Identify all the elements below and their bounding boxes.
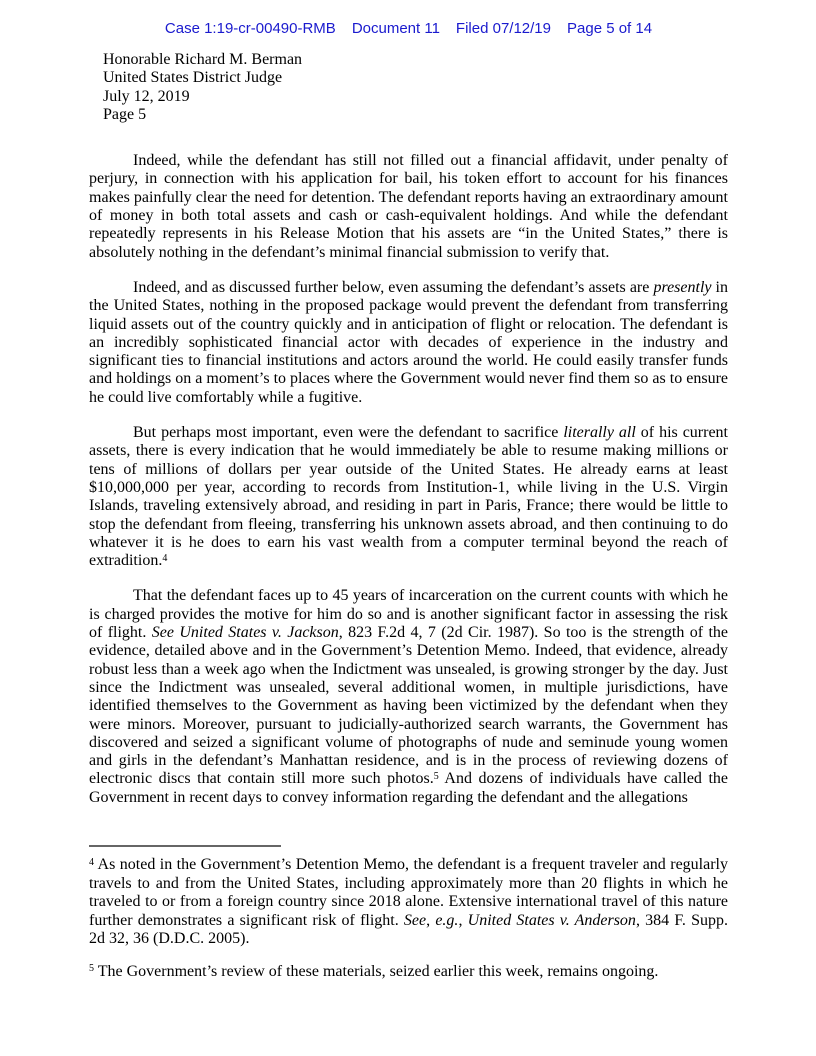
footnote bbox=[89, 856, 728, 949]
text-run: , 384 F. Supp. 2d 32, 36 (D.D.C. 2005). bbox=[89, 911, 729, 948]
footnote-reference: 4 bbox=[89, 856, 94, 868]
text-run: See United States v. Jackson bbox=[151, 624, 339, 642]
stamp-segment: Case 1:19-cr-00490-RMB bbox=[164, 20, 336, 37]
footnote-area bbox=[89, 845, 728, 996]
text-run: As noted in the Government’s Detention Memo, the defendant is a frequent traveler and regularly travels to and from the United States, including approximately more than 20 flights in which he traveled to or from a foreign country since 2018 alone. Extensive international travel of this nature further demonstrates a significant risk of flight. bbox=[89, 856, 728, 929]
text-run: And dozens of individuals have called the Government in recent days to convey information regarding the defendant and the allegations bbox=[89, 770, 729, 806]
address-block bbox=[103, 51, 728, 124]
body-paragraph bbox=[89, 424, 728, 570]
text-run: But perhaps most important, even were the defendant to sacrifice bbox=[133, 424, 564, 442]
text-run: presently bbox=[653, 278, 712, 296]
footnote-reference: 5 bbox=[89, 963, 94, 975]
text-run: That the defendant faces up to 45 years of incarceration on the current counts with which he is charged provides the motive for him do so and is another significant factor in assessing the risk of flight. bbox=[89, 587, 728, 642]
text-run: Indeed, and as discussed further below, even assuming the defendant’s assets are bbox=[133, 278, 654, 296]
footnote-separator bbox=[89, 845, 281, 847]
stamp-segment: Page 5 of 14 bbox=[567, 20, 653, 37]
document-body bbox=[89, 152, 728, 807]
text-run: See bbox=[403, 911, 427, 929]
body-paragraph bbox=[89, 279, 728, 407]
text-run: literally all bbox=[563, 424, 636, 442]
stamp-segment: Document 11 bbox=[351, 20, 440, 37]
text-run: e.g. bbox=[435, 911, 459, 929]
text-run: , bbox=[426, 911, 436, 929]
ecf-header-stamp bbox=[89, 20, 728, 37]
text-run: , 823 F.2d 4, 7 (2d Cir. 1987). So too is the strength of the evidence, detailed above and in the Government’s Detention Memo. Indeed, that evidence, already robust less than a week ago when the Indictment was unsealed, is growing stronger by the day. Just since the Indictment was unsealed, several additional women, in multiple jurisdictions, have identified themselves to the Government as having been victimized by the defendant when they were minors. Moreover, pursuant to judicially-authorized search warrants, the Government has discovered and seized a significant volume of photographs of nude and seminude young women and girls in the defendant’s Manhattan residence, and is in the process of reviewing dozens of electronic discs that contain still more such photos. bbox=[89, 624, 728, 788]
footnote bbox=[89, 963, 728, 982]
text-run: in the United States, nothing in the proposed package would prevent the defendant from transferring liquid assets out of the country quickly and in anticipation of flight or relocation. The defendant is an incredibly sophisticated financial actor with decades of experience in the industry and significant ties to financial institutions and actors around the world. He could easily transfer funds and holdings on a moment’s to places where the Government would never find them so as to ensure he could live comfortably while a fugitive. bbox=[89, 278, 729, 406]
address-line: Page 5 bbox=[103, 105, 147, 123]
footnote-reference: 4 bbox=[162, 552, 168, 564]
footnote-reference: 5 bbox=[433, 770, 439, 782]
footnotes-section bbox=[89, 856, 728, 982]
text-run: Indeed, while the defendant has still not filled out a financial affidavit, under penalty of perjury, in connection with his application for bail, his token effort to account for his finances makes painfully clear the need for detention. The defendant reports having an extraordinary amount of money in both total assets and cash or cash-equivalent holdings. And while the defendant repeatedly represents in his Release Motion that his assets are “in the United States,” there is absolutely nothing in the defendant’s minimal financial submission to verify that. bbox=[89, 152, 728, 261]
text-run: United States v. Anderson bbox=[467, 911, 636, 929]
stamp-segment: Filed 07/12/19 bbox=[455, 20, 551, 37]
address-line: Honorable Richard M. Berman bbox=[103, 51, 303, 68]
body-paragraph bbox=[89, 587, 728, 807]
address-line: July 12, 2019 bbox=[103, 87, 190, 105]
text-run: , bbox=[458, 911, 468, 929]
text-run: The Government’s review of these materials, seized earlier this week, remains ongoing. bbox=[94, 962, 659, 980]
text-run: of his current assets, there is every indication that he would immediately be able to resume making millions or tens of millions of dollars per year outside of the United States. He already earns at least $10,000,000 per year, according to records from Institution-1, while living in the U.S. Virgin Islands, traveling extensively abroad, and residing in part in Paris, France; there would be little to stop the defendant from fleeing, transferring his unknown assets abroad, and then continuing to do whatever it is he does to earn his vast wealth from a computer terminal beyond the reach of extradition. bbox=[89, 424, 729, 570]
address-line: United States District Judge bbox=[103, 69, 283, 87]
body-paragraph bbox=[89, 152, 728, 262]
